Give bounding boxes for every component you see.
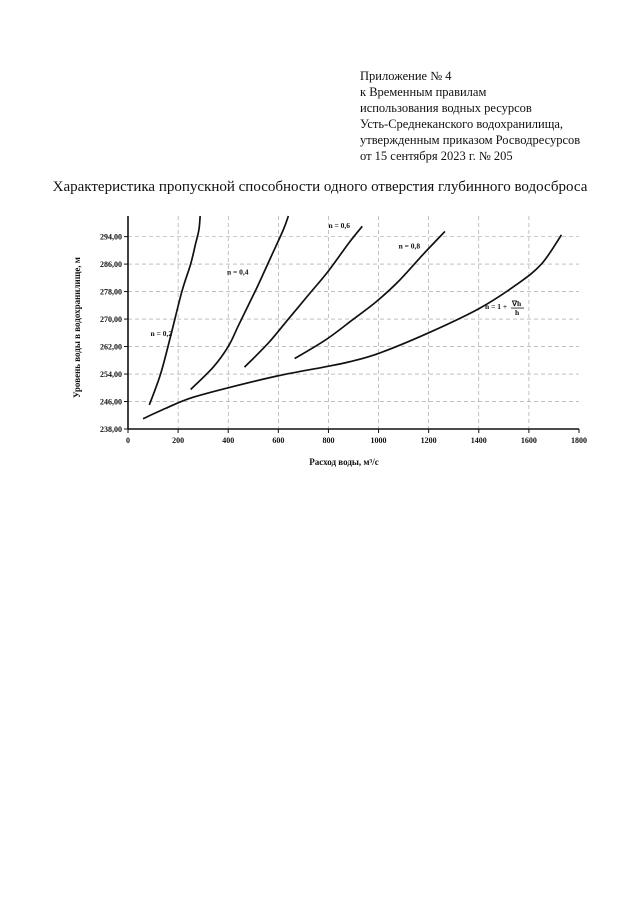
header-line-6: от 15 сентября 2023 г. № 205 (360, 149, 513, 163)
x-tick-label: 1600 (520, 436, 537, 445)
header-line-2: к Временным правилам (360, 85, 487, 99)
y-tick-label: 262,00 (100, 342, 122, 352)
series-line-2 (191, 216, 289, 389)
series-label-1: n = 0,2 (150, 329, 173, 339)
series-line-4 (295, 231, 445, 358)
x-tick-label: 1000 (370, 436, 387, 445)
series-label-4: n = 0,8 (398, 241, 421, 251)
x-tick-label: 1800 (571, 436, 587, 445)
series-line-1 (149, 216, 200, 405)
document-title: Характеристика пропускной способности одного отверстия глубинного водосброса (52, 179, 588, 195)
series-line-3 (245, 226, 363, 367)
series-label-denominator: h (515, 308, 520, 318)
header-line-5: утвержденным приказом Росводресурсов (360, 133, 581, 147)
series-label-numerator: ∇h (512, 299, 522, 309)
header-line-1: Приложение № 4 (360, 69, 452, 83)
header-line-4: Усть-Среднеканского водохранилища, (360, 117, 563, 131)
x-tick-label: 1200 (420, 436, 437, 445)
x-axis-label: Расход воды, м³/с (309, 457, 379, 467)
series-label-2: n = 0,4 (226, 267, 249, 277)
y-tick-label: 246,00 (100, 397, 122, 407)
y-tick-label: 254,00 (100, 370, 122, 380)
y-tick-label: 238,00 (100, 425, 122, 434)
y-axis-label: Уровень воды в водохранилище, м (72, 257, 82, 398)
series-label-3: n = 0,6 (328, 221, 351, 231)
series-line-5 (143, 235, 561, 419)
x-tick-label: 800 (322, 436, 335, 445)
header-line-3: использования водных ресурсов (360, 101, 532, 115)
x-tick-label: 1400 (470, 436, 487, 445)
x-tick-label: 600 (272, 436, 285, 445)
x-tick-label: 0 (126, 436, 130, 445)
series-label-5: n = 1 + (485, 302, 508, 312)
y-tick-label: 294,00 (100, 232, 122, 242)
y-tick-label: 278,00 (100, 287, 122, 297)
x-tick-label: 200 (172, 436, 185, 445)
x-tick-label: 400 (222, 436, 235, 445)
y-tick-label: 286,00 (100, 260, 122, 270)
y-tick-label: 270,00 (100, 315, 122, 325)
